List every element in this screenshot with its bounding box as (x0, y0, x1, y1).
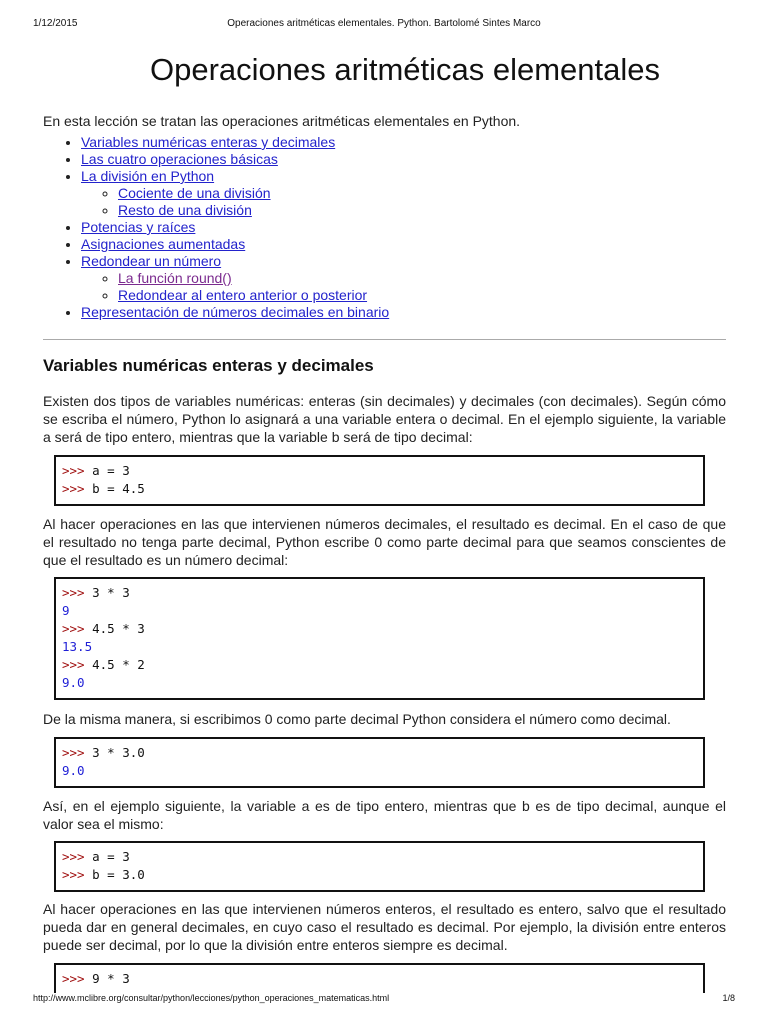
toc-item (81, 253, 389, 304)
toc-subitem (118, 185, 389, 202)
print-page-number: 1/8 (722, 993, 735, 1003)
toc-sublist (81, 185, 389, 219)
toc-item (81, 168, 389, 219)
code-block-2 (54, 577, 705, 700)
code-output: 13.5 (62, 639, 93, 654)
code-prompt: >>> (62, 481, 85, 496)
code-prompt: >>> (62, 621, 85, 636)
code-input-line (62, 866, 703, 884)
print-url: http://www.mclibre.org/consultar/python/lecciones/python_operaciones_matematicas.html (33, 993, 390, 1003)
code-block-1 (54, 455, 705, 506)
code-output-line (62, 674, 703, 692)
section-divider (43, 339, 726, 340)
code-block-3 (54, 737, 705, 788)
code-command: a = 3 (92, 849, 130, 864)
toc-link-round[interactable]: La función round() (118, 270, 232, 286)
toc-subitem (118, 287, 389, 304)
code-output: 9 (62, 603, 70, 618)
table-of-contents (43, 134, 389, 321)
code-command: b = 3.0 (92, 867, 145, 882)
code-block-5 (54, 963, 705, 993)
code-command: a = 3 (92, 463, 130, 478)
code-command: 3 * 3 (92, 585, 130, 600)
code-prompt: >>> (62, 849, 85, 864)
toc-link-potencias[interactable]: Potencias y raíces (81, 219, 196, 235)
toc-link-cociente[interactable]: Cociente de una división (118, 185, 271, 201)
code-input-line (62, 970, 703, 988)
code-output: 9.0 (62, 675, 85, 690)
code-prompt: >>> (62, 463, 85, 478)
code-prompt: >>> (62, 745, 85, 760)
toc-subitem (118, 202, 389, 219)
paragraph-5: Al hacer operaciones en las que intervienen números enteros, el resultado es entero, salvo que el resultado pueda dar en general decimales, en cuyo caso el resultado es decimal. Por ejemplo, la división entre enteros puede ser decimal, por lo que la división entre enteros siempre es decimal. (43, 901, 726, 953)
paragraph-1: Existen dos tipos de variables numéricas: enteras (sin decimales) y decimales (con decimales). Según cómo se escriba el número, Python lo asignará a una variable entera o decimal. En el ejemplo siguiente, la variable a será de tipo entero, mientras que la variable b será de tipo decimal: (43, 393, 726, 445)
toc-item (81, 236, 389, 253)
code-output: 9.0 (62, 763, 85, 778)
toc-link-resto[interactable]: Resto de una división (118, 202, 252, 218)
toc-item (81, 304, 389, 321)
toc-item (81, 134, 389, 151)
print-footer (33, 993, 735, 1007)
toc-subitem (118, 270, 389, 287)
toc-link-operaciones-basicas[interactable]: Las cuatro operaciones básicas (81, 151, 278, 167)
code-input-line (62, 656, 703, 674)
code-command: 4.5 * 2 (92, 657, 145, 672)
code-command: 4.5 * 3 (92, 621, 145, 636)
code-output-line (62, 638, 703, 656)
paragraph-2: Al hacer operaciones en las que intervienen números decimales, el resultado es decimal. En el caso de que el resultado no tenga parte decimal, Python escribe 0 como parte decimal para que seamos conscientes de que el resultado es un número decimal: (43, 516, 726, 568)
section-title: Variables numéricas enteras y decimales (43, 356, 374, 375)
toc-item (81, 151, 389, 168)
page-title: Operaciones aritméticas elementales (150, 52, 661, 87)
print-header (33, 18, 735, 32)
code-prompt: >>> (62, 971, 85, 986)
toc-link-redondear-entero[interactable]: Redondear al entero anterior o posterior (118, 287, 368, 303)
code-input-line (62, 584, 703, 602)
code-prompt: >>> (62, 657, 85, 672)
code-prompt: >>> (62, 585, 85, 600)
toc-link-binario[interactable]: Representación de números decimales en binario (81, 304, 390, 320)
toc-link-asignaciones[interactable]: Asignaciones aumentadas (81, 236, 246, 252)
code-block-4 (54, 841, 705, 892)
code-input-line (62, 744, 703, 762)
toc-link-variables[interactable]: Variables numéricas enteras y decimales (81, 134, 336, 150)
code-input-line (62, 620, 703, 638)
code-command: 3 * 3.0 (92, 745, 145, 760)
intro-text: En esta lección se tratan las operaciones aritméticas elementales en Python. (43, 113, 521, 129)
toc-link-redondear[interactable]: Redondear un número (81, 253, 222, 269)
code-output-line (62, 602, 703, 620)
code-input-line (62, 848, 703, 866)
print-doc-title: Operaciones aritméticas elementales. Python. Bartolomé Sintes Marco (227, 18, 541, 29)
toc-link-division[interactable]: La división en Python (81, 168, 215, 184)
code-input-line (62, 480, 703, 498)
paragraph-4: Así, en el ejemplo siguiente, la variable a es de tipo entero, mientras que b es de tipo decimal, aunque el valor sea el mismo: (43, 798, 726, 832)
toc-sublist (81, 270, 389, 304)
code-command: b = 4.5 (92, 481, 145, 496)
toc-item (81, 219, 389, 236)
print-date: 1/12/2015 (33, 18, 78, 29)
code-input-line (62, 462, 703, 480)
code-prompt: >>> (62, 867, 85, 882)
code-output-line (62, 762, 703, 780)
code-command: 9 * 3 (92, 971, 130, 986)
paragraph-3: De la misma manera, si escribimos 0 como parte decimal Python considera el número como decimal. (43, 711, 671, 727)
